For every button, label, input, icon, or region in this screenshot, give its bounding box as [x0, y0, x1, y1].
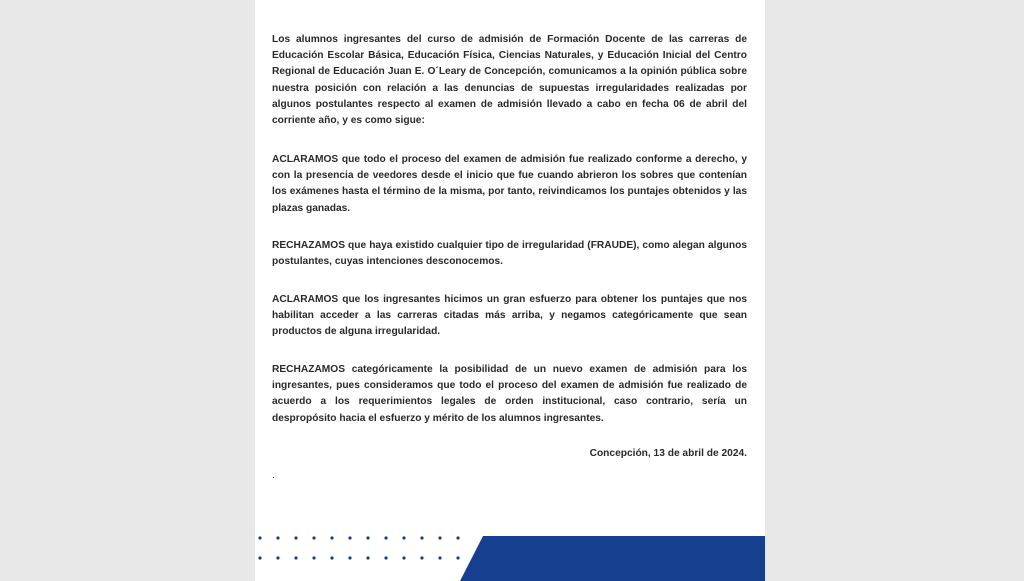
aclaramos-paragraph-2: ACLARAMOS que los ingresantes hicimos un gran esfuerzo para obtener los puntajes que nos habilitan acceder a las carreras citadas más arriba, y negamos categóricamente que sean productos de alguna irregularidad.: [272, 294, 747, 338]
intro-paragraph: Los alumnos ingresantes del curso de admisión de Formación Docente de las carreras de Educación Escolar Básica, Educación Física, Ciencias Naturales, y Educación Inicial del Centro Regional de Educación Juan E. O´Leary de Concepción, comunicamos a la opinión pública sobre nuestra posición con relación a las denuncias de supuestas irregularidades realizadas por algunos postulantes respecto al examen de admisión llevado a cabo en fecha 06 de abril del corriente año, y es como sigue:: [272, 34, 747, 127]
rechazamos-paragraph-2: RECHAZAMOS categóricamente la posibilidad de un nuevo examen de admisión para los ingresantes, pues consideramos que todo el proceso del examen de admisión fue realizado de acuerdo a los requerimientos legales de orden institucional, caso contrario, sería un despropósito hacia el esfuerzo y mérito de los alumnos ingresantes.: [272, 364, 747, 424]
aclaramos-paragraph-1: ACLARAMOS que todo el proceso del examen de admisión fue realizado conforme a derecho, y con la presencia de veedores desde el inicio que fue cuando abrieron los sobres que contenían los exámenes hasta el término de la misma, por tanto, reivindicamos los puntajes obtenidos y las plazas ganadas.: [272, 154, 747, 214]
right-gray-margin: [765, 0, 1024, 581]
blue-corner-decoration: [255, 520, 765, 581]
place-date-line: Concepción, 13 de abril de 2024.: [589, 448, 747, 459]
rechazamos-paragraph-1: RECHAZAMOS que haya existido cualquier tipo de irregularidad (FRAUDE), como alegan algunos postulantes, cuyas intenciones desconocemos.: [272, 240, 747, 268]
left-gray-margin: [0, 0, 255, 581]
stray-mark: .: [272, 470, 275, 481]
document-page: [255, 0, 765, 581]
